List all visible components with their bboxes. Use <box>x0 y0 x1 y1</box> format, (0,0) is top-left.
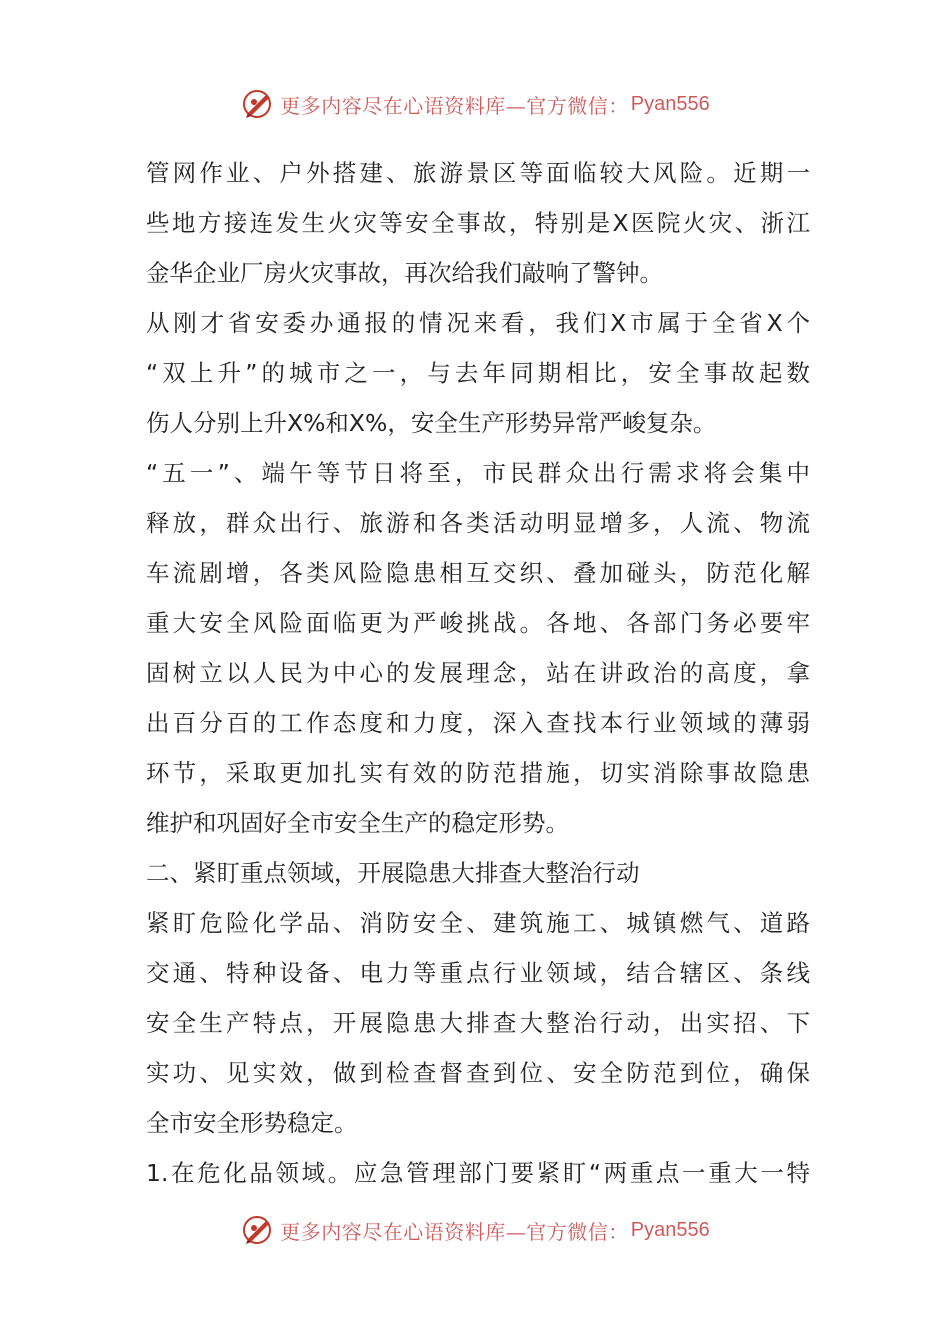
watermark-text: 更多内容尽在心语资料库—官方微信： <box>280 93 629 118</box>
section-heading <box>146 848 810 898</box>
watermark-handle: Pyan556 <box>630 1218 710 1241</box>
text-line: 车流剧增，各类风险隐患相互交织、叠加碰头，防范化解 <box>146 559 810 587</box>
text-line: 重大安全风险面临更为严峻挑战。各地、各部门务必要牢 <box>146 609 810 637</box>
text-line: “五一”、端午等节日将至，市民群众出行需求将会集中 <box>146 459 810 487</box>
text-line: 安全生产特点，开展隐患大排查大整治行动，出实招、下 <box>146 1009 810 1037</box>
text-line: 出百分百的工作态度和力度，深入查找本行业领域的薄弱 <box>146 709 810 737</box>
text-line: 固树立以人民为中心的发展理念，站在讲政治的高度，拿 <box>146 659 810 687</box>
text-line: 金华企业厂房火灾事故，再次给我们敲响了警钟。 <box>146 259 663 287</box>
text-line: 伤人分别上升X%和X%，安全生产形势异常严峻复杂。 <box>146 409 717 437</box>
watermark-header <box>0 84 950 124</box>
text-line: 维护和巩固好全市安全生产的稳定形势。 <box>146 809 569 837</box>
paragraph-6 <box>146 1148 810 1198</box>
text-line: 管网作业、户外搭建、旅游景区等面临较大风险。近期一 <box>146 159 810 187</box>
pen-seal-icon <box>240 1212 276 1248</box>
heading-line: 二、紧盯重点领域，开展隐患大排查大整治行动 <box>146 859 640 887</box>
text-line: 紧盯危险化学品、消防安全、建筑施工、城镇燃气、道路 <box>146 909 810 937</box>
watermark-footer <box>0 1210 950 1250</box>
text-line: 从刚才省安委办通报的情况来看，我们X市属于全省X个 <box>146 309 810 337</box>
paragraph-1 <box>146 148 810 298</box>
text-line: 释放，群众出行、旅游和各类活动明显增多，人流、物流 <box>146 509 810 537</box>
text-line: “双上升”的城市之一，与去年同期相比，安全事故起数 <box>146 359 810 387</box>
paragraph-3 <box>146 448 810 848</box>
pen-seal-icon <box>240 86 276 122</box>
text-line: 交通、特种设备、电力等重点行业领域，结合辖区、条线 <box>146 959 810 987</box>
paragraph-5 <box>146 898 810 1148</box>
text-line: 1.在危化品领域。应急管理部门要紧盯“两重点一重大一特 <box>146 1159 810 1187</box>
text-line: 全市安全形势稳定。 <box>146 1109 358 1137</box>
paragraph-2 <box>146 298 810 448</box>
watermark-handle: Pyan556 <box>630 92 710 115</box>
document-body <box>146 148 810 1198</box>
text-line: 实功、见实效，做到检查督查到位、安全防范到位，确保 <box>146 1059 810 1087</box>
watermark-text: 更多内容尽在心语资料库—官方微信： <box>280 1219 629 1244</box>
text-line: 环节，采取更加扎实有效的防范措施，切实消除事故隐患 <box>146 759 810 787</box>
text-line: 些地方接连发生火灾等安全事故，特别是X医院火灾、浙江 <box>146 209 810 237</box>
